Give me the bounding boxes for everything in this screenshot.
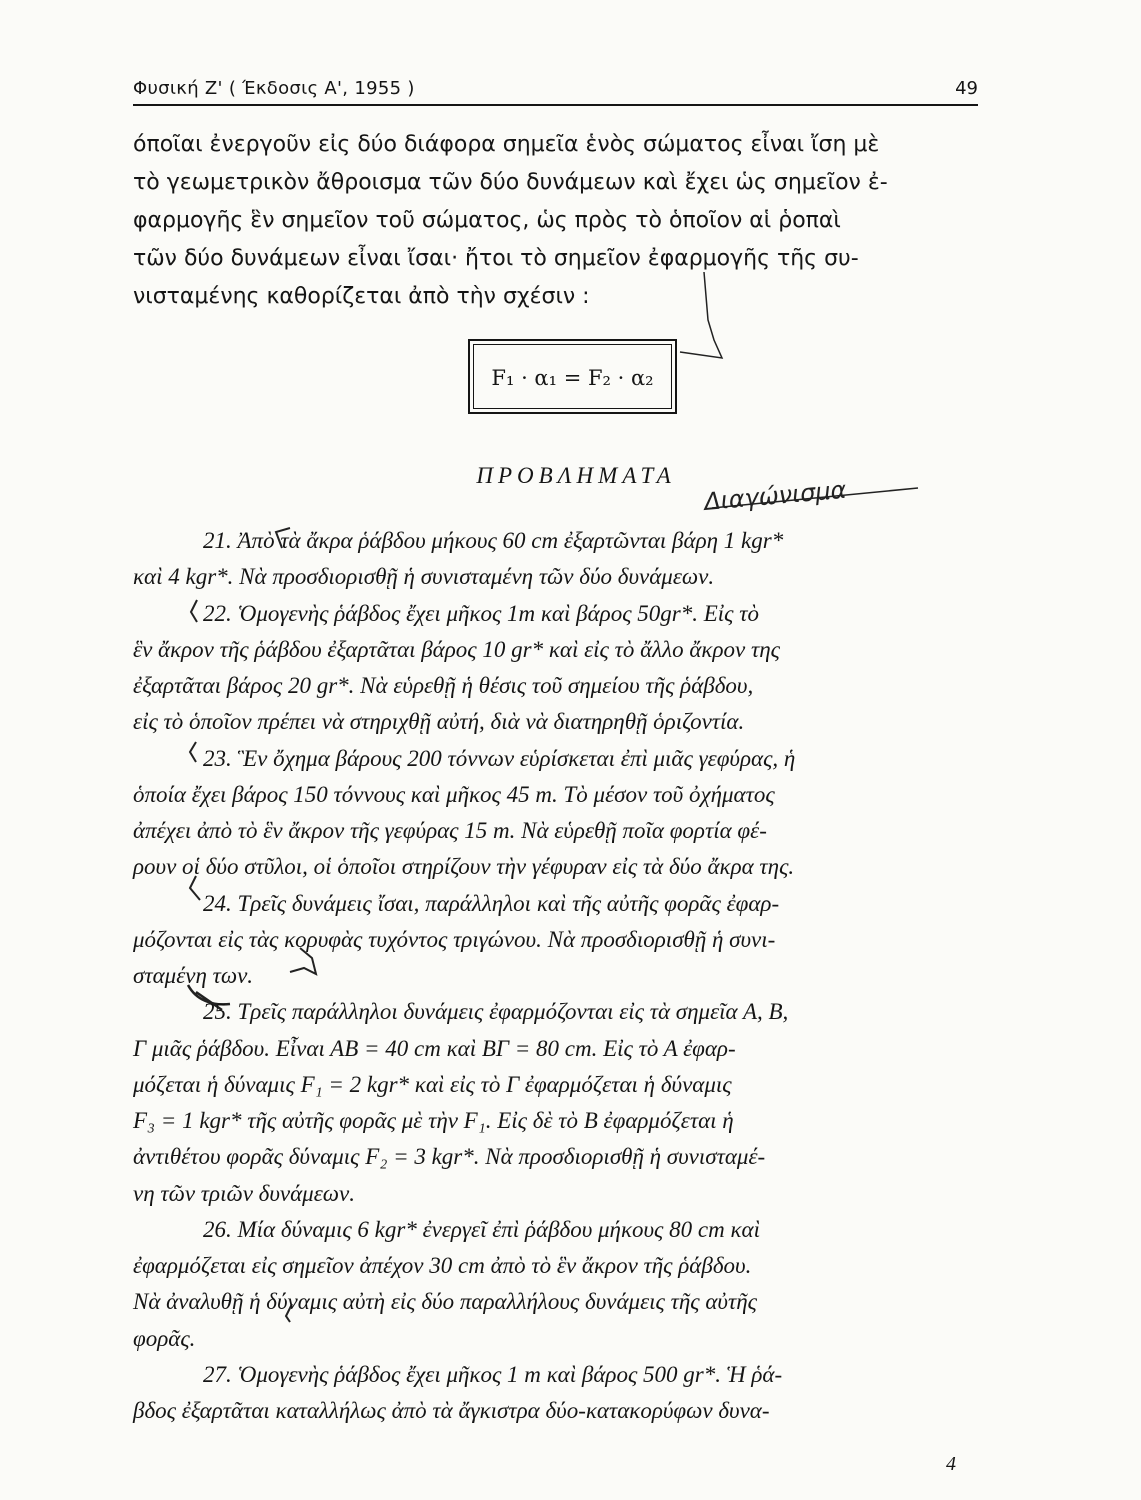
problem-line: ἐφαρμόζεται εἰς σημεῖον ἀπέχον 30 cm ἀπὸ τὸ ἓν ἄκρον τῆς ῥάβδου. xyxy=(133,1253,752,1278)
problem-line: ἐξαρτᾶται βάρος 20 gr*. Νὰ εὑρεθῇ ἡ θέσις τοῦ σημείου τῆς ῥάβδου, xyxy=(133,673,754,698)
problem-line: 24. Τρεῖς δυνάμεις ἴσαι, παράλληλοι καὶ τῆς αὐτῆς φορᾶς ἐφαρ- xyxy=(203,890,780,916)
problem-line: ἓν ἄκρον τῆς ῥάβδου ἐξαρτᾶται βάρος 10 gr* καὶ εἰς τὸ ἄλλο ἄκρον της xyxy=(133,636,780,662)
problem-line: μόζεται ἡ δύναμις F₁ = 2 kgr* καὶ εἰς τὸ Γ ἐφαρμόζεται ἡ δύναμις xyxy=(133,1071,732,1097)
pen-arrow-mark xyxy=(680,272,722,358)
intro-line: όποῖαι ἐνεργοῦν εἰς δύο διάφορα σημεῖα ἑνὸς σώματος εἶναι ἴση μὲ xyxy=(133,132,880,157)
problems-list xyxy=(133,523,990,1429)
problem-line: ὁποία ἔχει βάρος 150 τόννους καὶ μῆκος 45 m. Τὸ μέσον τοῦ ὀχήματος xyxy=(133,781,775,807)
problem-line: ρουν οἱ δύο στῦλοι, οἱ ὁποῖοι στηρίζουν τὴν γέφυραν εἰς τὰ δύο ἄκρα της. xyxy=(133,854,795,880)
problem-line: 23. Ἓν ὄχημα βάρους 200 τόννων εὑρίσκεται ἐπὶ μιᾶς γεφύρας, ἡ xyxy=(203,745,796,771)
problem-line: νη τῶν τριῶν δυνάμεων. xyxy=(133,1180,355,1206)
problem-line: σταμένη των. xyxy=(133,963,254,988)
header-title: Φυσική Ζ' ( Έκδοσις Α', 1955 ) xyxy=(133,78,415,99)
problem-line: βδος ἐξαρτᾶται καταλλήλως ἀπὸ τὰ ἄγκιστρα δύο-κατακορύφων δυνα- xyxy=(133,1398,770,1423)
intro-line: νισταμένης καθορίζεται ἀπὸ τὴν σχέσιν : xyxy=(133,284,590,309)
intro-line: φαρμογῆς ἓν σημεῖον τοῦ σώματος, ὡς πρὸς τὸ ὁποῖον αἱ ῥοπαὶ xyxy=(133,208,841,233)
section-heading: ΠΡΟΒΛΗΜΑΤΑ xyxy=(476,463,676,488)
formula-text: F₁ · α₁ = F₂ · α₂ xyxy=(473,344,672,409)
problem-line: ἀντιθέτου φορᾶς δύναμις F₂ = 3 kgr*. Νὰ προσδιορισθῇ ἡ συνισταμέ- xyxy=(133,1144,766,1170)
problem-line: Γ μιᾶς ῥάβδου. Εἶναι ΑΒ = 40 cm καὶ ΒΓ = 80 cm. Εἰς τὸ Α ἐφαρ- xyxy=(133,1035,736,1061)
problem-line: φορᾶς. xyxy=(133,1325,196,1351)
intro-line: τῶν δύο δυνάμεων εἶναι ἴσαι· ἤτοι τὸ σημεῖον ἐφαρμογῆς τῆς συ- xyxy=(133,246,859,271)
problem-line: 25. Τρεῖς παράλληλοι δυνάμεις ἐφαρμόζονται εἰς τὰ σημεῖα Α, Β, xyxy=(203,999,789,1025)
intro-line: τὸ γεωμετρικὸν ἄθροισμα τῶν δύο δυνάμεων καὶ ἔχει ὡς σημεῖον ἐ- xyxy=(133,170,888,195)
problem-line: F₃ = 1 kgr* τῆς αὐτῆς φορᾶς μὲ τὴν F₁. Εἰς δὲ τὸ Β ἐφαρμόζεται ἡ xyxy=(133,1108,734,1133)
problem-line: ἀπέχει ἀπὸ τὸ ἓν ἄκρον τῆς γεφύρας 15 m. Νὰ εὑρεθῇ ποῖα φορτία φέ- xyxy=(133,818,767,843)
problem-line: καὶ 4 kgr*. Νὰ προσδιορισθῇ ἡ συνισταμένη τῶν δύο δυνάμεων. xyxy=(133,564,715,590)
handwritten-note: Διαγώνισμα xyxy=(703,475,848,516)
problem-line: Νὰ ἀναλυθῇ ἡ δύναμις αὐτὴ εἰς δύο παραλλήλους δυνάμεις τῆς αὐτῆς xyxy=(133,1289,757,1315)
problem-line: 22. Ὁμογενὴς ῥάβδος ἔχει μῆκος 1m καὶ βάρος 50gr*. Εἰς τὸ xyxy=(203,600,759,626)
problem-line: εἰς τὸ ὁποῖον πρέπει νὰ στηριχθῇ αὐτή, διὰ νὰ διατηρηθῇ ὁριζοντία. xyxy=(133,709,745,735)
problem-line: μόζονται εἰς τὰς κορυφὰς τυχόντος τριγώνου. Νὰ προσδιορισθῇ ἡ συνι- xyxy=(133,926,776,952)
problem-line: 21. Ἀπὸ τὰ ἄκρα ῥάβδου μήκους 60 cm ἐξαρτῶνται βάρη 1 kgr* xyxy=(203,528,784,553)
page-number: 49 xyxy=(955,78,978,99)
problem-line: 26. Μία δύναμις 6 kgr* ἐνεργεῖ ἐπὶ ῥάβδου μήκους 80 cm καὶ xyxy=(203,1216,760,1242)
problem-line: 27. Ὁμογενὴς ῥάβδος ἔχει μῆκος 1 m καὶ βάρος 500 gr*. Ἡ ῥά- xyxy=(203,1361,783,1387)
footer-signature: 4 xyxy=(946,1453,956,1475)
